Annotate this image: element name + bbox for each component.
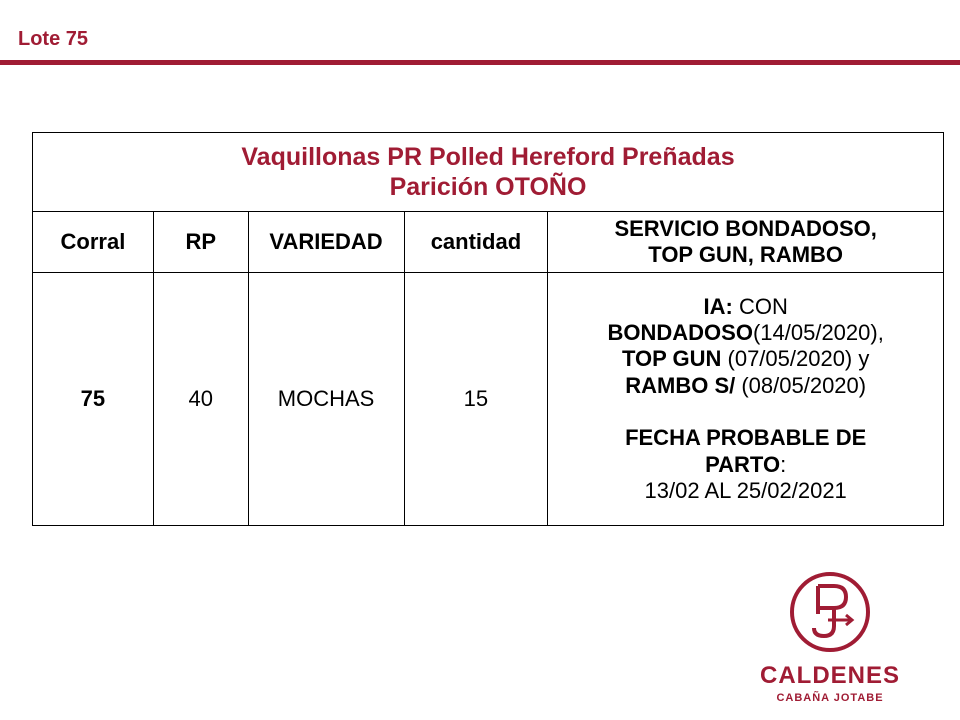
spacer — [554, 399, 937, 425]
lot-title: Lote 75 — [18, 28, 89, 50]
bull2-name: TOP GUN — [621, 346, 722, 372]
caldenes-logo — [760, 570, 901, 704]
column-header-row — [33, 212, 944, 273]
bull3-date: (08/05/2020) — [735, 372, 867, 398]
lot-table — [32, 132, 944, 526]
service-bull2-line — [554, 346, 937, 372]
logo-name: CALDENES — [760, 662, 901, 689]
col-header-servicio — [548, 212, 944, 273]
service-ia-line — [554, 294, 937, 320]
bull1-date: (14/05/2020), — [752, 320, 884, 346]
cell-cantidad: 15 — [404, 273, 548, 526]
service-bull3-line — [554, 373, 937, 399]
col-header-rp: RP — [153, 212, 248, 273]
cell-rp: 40 — [153, 273, 248, 526]
ia-label: IA: — [703, 293, 733, 319]
col-header-servicio-line1: SERVICIO BONDADOSO, — [614, 215, 877, 241]
col-header-cantidad: cantidad — [404, 212, 548, 273]
ia-text: CON — [732, 293, 788, 319]
logo-subtitle: CABAÑA JOTABE — [776, 692, 884, 704]
bull3-name: RAMBO S/ — [625, 372, 736, 398]
fecha-range: 13/02 AL 25/02/2021 — [644, 477, 847, 503]
brand-monogram-icon — [788, 570, 872, 654]
fecha-label-line1: FECHA PROBABLE DE — [625, 425, 867, 451]
cell-corral: 75 — [33, 273, 154, 526]
bull2-date: (07/05/2020) y — [721, 346, 870, 372]
col-header-variedad: VARIEDAD — [248, 212, 404, 273]
fecha-label-line2 — [554, 452, 937, 478]
table-row — [33, 273, 944, 526]
service-bull1-line — [554, 320, 937, 346]
cell-servicio — [548, 273, 944, 526]
col-header-servicio-line2: TOP GUN, RAMBO — [648, 242, 844, 267]
fecha-colon: : — [780, 451, 787, 477]
table-title — [33, 133, 944, 212]
table-title-line1: Vaquillonas PR Polled Hereford Preñadas — [241, 143, 735, 171]
col-header-corral: Corral — [33, 212, 154, 273]
title-divider — [0, 60, 960, 65]
table-title-row — [33, 133, 944, 212]
fecha-label-parto: PARTO — [705, 451, 781, 477]
bull1-name: BONDADOSO — [607, 320, 753, 346]
table-title-line2: Parición OTOÑO — [389, 173, 587, 201]
cell-variedad: MOCHAS — [248, 273, 404, 526]
